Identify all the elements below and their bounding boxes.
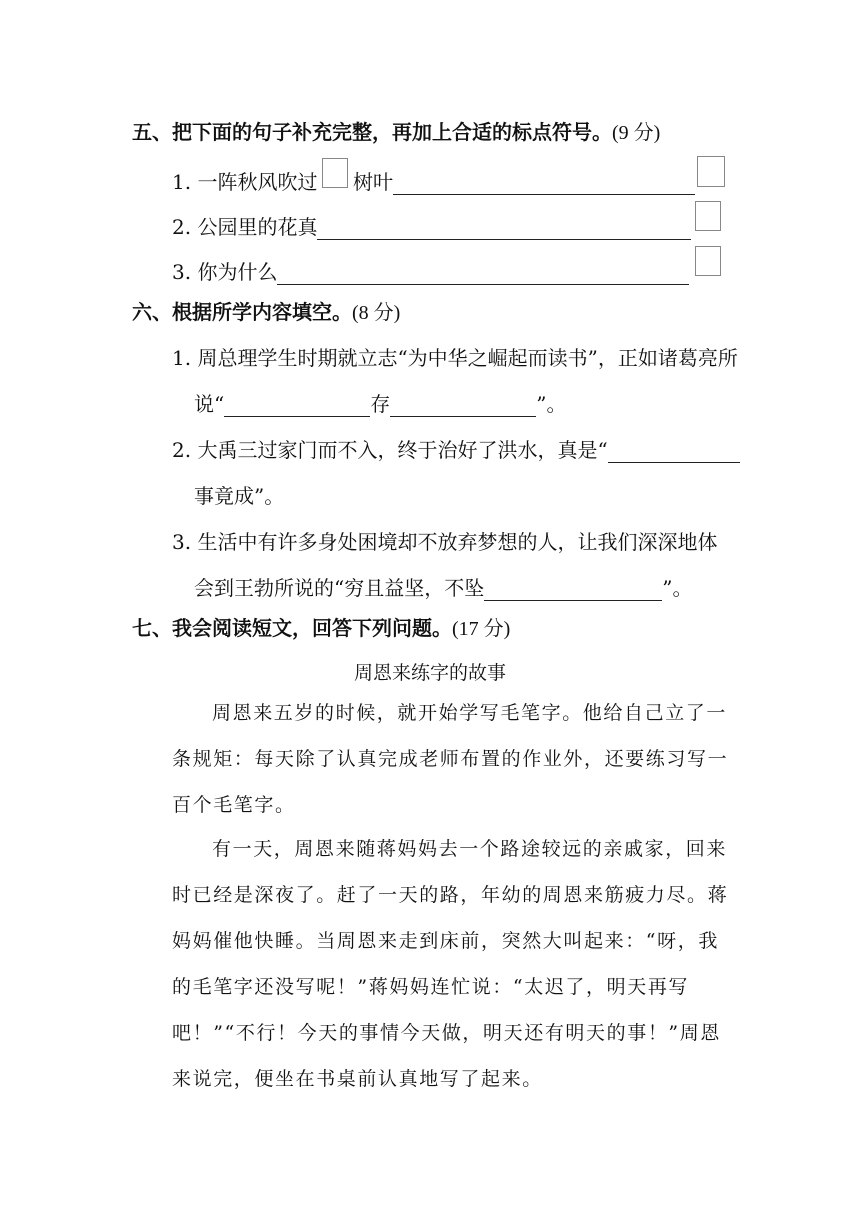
- s5-item-2-num: 2.: [172, 215, 192, 239]
- s6-item-3-num: 3.: [172, 530, 192, 554]
- story-title: 周恩来练字的故事: [353, 662, 506, 684]
- s5-item-3: [172, 256, 689, 285]
- answer-blank[interactable]: [393, 172, 695, 195]
- s5-item-3-num: 3.: [172, 260, 192, 284]
- s6-item-2-text: 大禹三过家门而不入，终于治好了洪水，真是“: [197, 438, 608, 462]
- s5-item-1-tail: [353, 166, 695, 195]
- punctuation-box[interactable]: [697, 156, 725, 187]
- punctuation-box[interactable]: [322, 158, 348, 188]
- s6-item-3-end: ”。: [662, 576, 693, 600]
- s5-item-2: [172, 211, 691, 240]
- s6-item-1-pre: 说“: [194, 392, 225, 416]
- section-6-title: 六、根据所学内容填空。: [132, 300, 352, 324]
- s6-item-1-line2: [194, 388, 566, 417]
- s5-item-1-num: 1.: [172, 170, 192, 194]
- section-5-heading: [132, 116, 660, 145]
- section-7-points: (17 分): [452, 618, 511, 640]
- s6-item-1-num: 1.: [172, 346, 192, 370]
- section-6-points: (8 分): [352, 302, 401, 324]
- s5-item-3-text: 你为什么: [197, 260, 278, 284]
- s6-item-1-mid: 存: [370, 392, 391, 416]
- answer-blank[interactable]: [317, 217, 691, 240]
- s6-item-1-end: ”。: [536, 392, 567, 416]
- s6-item-1-line1: [172, 342, 738, 371]
- s6-item-3-line2: [194, 572, 692, 601]
- s5-item-1: [172, 166, 317, 195]
- s6-item-2-line1: [172, 434, 740, 463]
- answer-blank[interactable]: [277, 262, 689, 285]
- answer-blank[interactable]: [224, 394, 370, 417]
- story-paragraph-2: 有一天，周恩来随蒋妈妈去一个路途较远的亲戚家，回来时已经是深夜了。赶了一天的路，年幼的周恩来筋疲力尽。蒋妈妈催他快睡。当周恩来走到床前，突然大叫起来：“呀，我的毛笔字还没写呢！”蒋妈妈连忙说：“太迟了，明天再写吧！”“不行！今天的事情今天做，明天还有明天的事！”周恩来说完，便坐在书桌前认真地写了起来。: [172, 838, 729, 1090]
- answer-blank[interactable]: [608, 440, 740, 463]
- section-7-heading: [132, 612, 510, 641]
- s6-item-3-pre: 会到王勃所说的“穷且益坚，不坠: [194, 576, 485, 600]
- s6-item-1-text: 周总理学生时期就立志“为中华之崛起而读书”，正如诸葛亮所: [197, 346, 738, 370]
- section-6-heading: [132, 296, 400, 325]
- section-7-title: 七、我会阅读短文，回答下列问题。: [132, 616, 452, 640]
- answer-blank[interactable]: [390, 394, 536, 417]
- s5-item-1-text: 一阵秋风吹过: [197, 170, 318, 194]
- s5-item-2-text: 公园里的花真: [197, 215, 318, 239]
- answer-blank[interactable]: [484, 578, 662, 601]
- section-5-points: (9 分): [612, 122, 661, 144]
- section-5-title: 五、把下面的句子补充完整，再加上合适的标点符号。: [132, 120, 612, 144]
- s5-item-1-middle: 树叶: [353, 170, 393, 194]
- s6-item-3-line1: [172, 526, 717, 555]
- punctuation-box[interactable]: [695, 246, 721, 276]
- s6-item-2-num: 2.: [172, 438, 192, 462]
- story-paragraph-1: 周恩来五岁的时候，就开始学写毛笔字。他给自己立了一条规矩：每天除了认真完成老师布置的作业外，还要练习写一百个毛笔字。: [172, 702, 729, 816]
- punctuation-box[interactable]: [695, 201, 721, 231]
- s6-item-2-line2: 事竟成”。: [194, 484, 285, 508]
- s6-item-3-text: 生活中有许多身处困境却不放弃梦想的人，让我们深深地体: [197, 530, 718, 554]
